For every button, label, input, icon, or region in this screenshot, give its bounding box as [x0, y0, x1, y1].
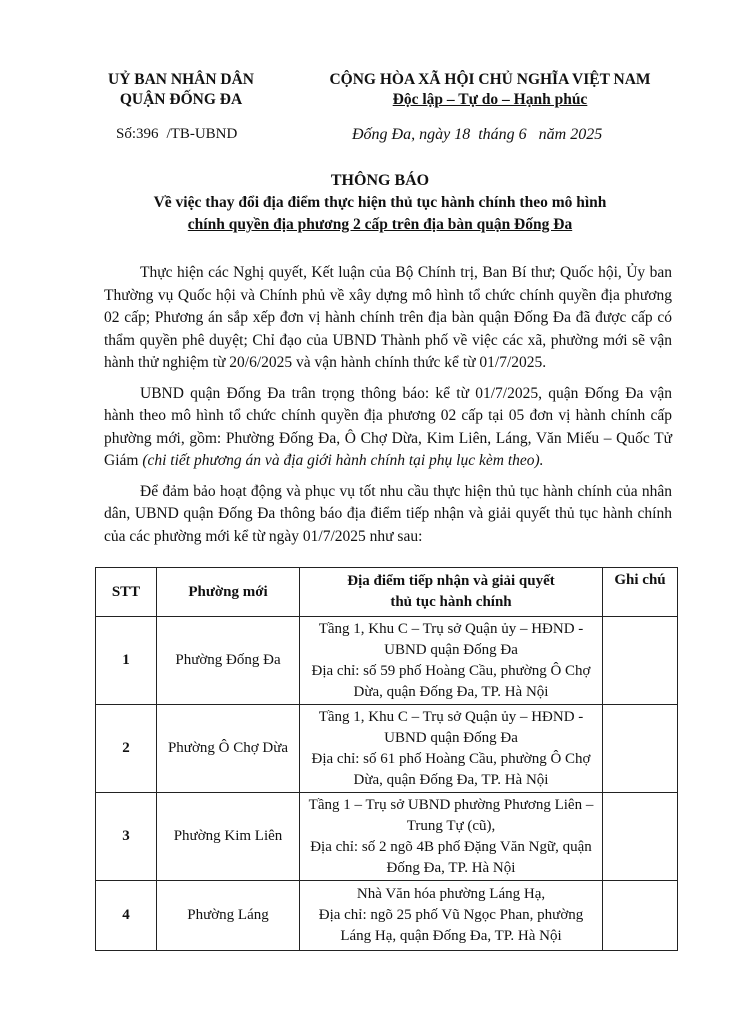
row-stt: 2	[96, 705, 157, 793]
paragraph-3: Để đảm bảo hoạt động và phục vụ tốt nhu cầu thực hiện thủ tục hành chính của nhân dân, UBND quận Đống Đa thông báo địa điểm tiếp nhận và giải quyết thủ tục hành chính của các phường mới kể từ ngày 01/7/2025 như sau:	[104, 482, 672, 545]
row-location	[300, 617, 603, 705]
location-line: UBND quận Đống Đa	[384, 641, 518, 658]
title-sub-line-2: chính quyền địa phương 2 cấp trên địa bàn quận Đống Đa	[187, 216, 573, 233]
location-line: Tầng 1 – Trụ sở UBND phường Phương Liên –	[308, 796, 594, 813]
row-location	[300, 881, 603, 951]
paragraph-2-italic: (chi tiết phương án và địa giới hành chính tại phụ lục kèm theo).	[142, 452, 544, 469]
location-line: Nhà Văn hóa phường Láng Hạ,	[356, 886, 546, 902]
date-month-label: tháng	[478, 126, 515, 143]
table-row	[96, 617, 678, 705]
location-line: Láng Hạ, quận Đống Đa, TP. Hà Nội	[340, 928, 562, 944]
date-year: năm 2025	[538, 126, 603, 143]
row-location	[300, 793, 603, 881]
row-note	[603, 881, 678, 951]
location-table	[95, 567, 678, 951]
table-row	[96, 793, 678, 881]
header-location	[300, 568, 603, 617]
row-stt: 1	[96, 617, 157, 705]
date-month: 6	[518, 126, 527, 143]
row-ward: Phường Đống Đa	[157, 617, 300, 705]
table-row	[96, 881, 678, 951]
row-note	[603, 793, 678, 881]
location-line: Dừa, quận Đống Đa, TP. Hà Nội	[353, 683, 549, 700]
doc-number-value: 396	[136, 126, 159, 142]
location-line: Địa chỉ: số 2 ngõ 4B phố Đặng Văn Ngữ, quận	[310, 838, 592, 855]
location-line: Trung Tự (cũ),	[406, 817, 496, 834]
header-location-line-1: Địa điểm tiếp nhận và giải quyết	[347, 573, 555, 589]
location-line: Tầng 1, Khu C – Trụ sở Quận ủy – HĐND -	[318, 620, 584, 637]
row-stt: 4	[96, 881, 157, 951]
location-line: Địa chỉ: ngõ 25 phố Vũ Ngọc Phan, phường	[318, 907, 584, 923]
header-stt: STT	[96, 568, 157, 617]
row-note	[603, 705, 678, 793]
row-ward: Phường Láng	[157, 881, 300, 951]
date-day: 18	[454, 126, 471, 143]
document-number	[116, 126, 237, 143]
header-location-line-2: thủ tục hành chính	[390, 594, 512, 610]
row-note	[603, 617, 678, 705]
authority-line-2: QUẬN ĐỐNG ĐA	[119, 91, 243, 108]
paragraph-1: Thực hiện các Nghị quyết, Kết luận của Bộ Chính trị, Ban Bí thư; Quốc hội, Ủy ban Thường vụ Quốc hội và Chính phủ về xây dựng mô hình tổ chức chính quyền địa phương 02 cấp; Phương án sắp xếp đơn vị hành chính trên địa bàn quận Đống Đa đã được cấp có thẩm quyền phê duyệt; Chỉ đạo của UBND Thành phố về việc các xã, phường mới sẽ vận hành thử nghiệm từ 20/6/2025 và vận hành chính thức kể từ 01/7/2025.	[104, 264, 672, 371]
location-line: Dừa, quận Đống Đa, TP. Hà Nội	[353, 771, 549, 788]
row-stt: 3	[96, 793, 157, 881]
title-sub-line-1: Về việc thay đổi địa điểm thực hiện thủ tục hành chính theo mô hình	[153, 194, 607, 211]
title-main: THÔNG BÁO	[330, 172, 430, 189]
table-row	[96, 705, 678, 793]
paragraph-2-text: UBND quận Đống Đa trân trọng thông báo: kể từ 01/7/2025, quận Đống Đa vận hành theo mô hình tổ chức chính quyền địa phương 02 cấp tại 05 đơn vị hành chính cấp phường mới, gồm: Phường Đống Đa, Ô Chợ Dừa, Kim Liên, Láng, Văn Miếu – Quốc Tử Giám	[104, 384, 672, 469]
table-header-row	[96, 568, 678, 617]
row-ward: Phường Kim Liên	[157, 793, 300, 881]
location-line: Tầng 1, Khu C – Trụ sở Quận ủy – HĐND -	[318, 708, 584, 725]
paragraph-2	[104, 383, 672, 473]
location-line: Địa chỉ: số 59 phố Hoàng Cầu, phường Ô Chợ	[311, 662, 591, 679]
row-location	[300, 705, 603, 793]
doc-number-suffix: /TB-UBND	[166, 126, 238, 142]
country-name: CỘNG HÒA XÃ HỘI CHỦ NGHĨA VIỆT NAM	[329, 71, 651, 88]
issuing-authority	[96, 70, 266, 110]
location-line: Địa chỉ: số 61 phố Hoàng Cầu, phường Ô Chợ	[311, 750, 591, 767]
header-note: Ghi chú	[603, 568, 678, 617]
location-line: Đống Đa, TP. Hà Nội	[386, 859, 516, 876]
authority-line-1: UỶ BAN NHÂN DÂN	[108, 71, 254, 88]
row-ward: Phường Ô Chợ Dừa	[157, 705, 300, 793]
document-body	[104, 262, 672, 556]
national-motto	[300, 70, 680, 110]
issue-date	[352, 126, 602, 144]
date-prefix: Đống Đa, ngày	[352, 126, 451, 143]
document-title	[90, 170, 670, 236]
header-ward: Phường mới	[157, 568, 300, 617]
motto: Độc lập – Tự do – Hạnh phúc	[392, 91, 588, 108]
location-line: UBND quận Đống Đa	[384, 729, 518, 746]
doc-number-prefix: Số:	[116, 126, 137, 142]
